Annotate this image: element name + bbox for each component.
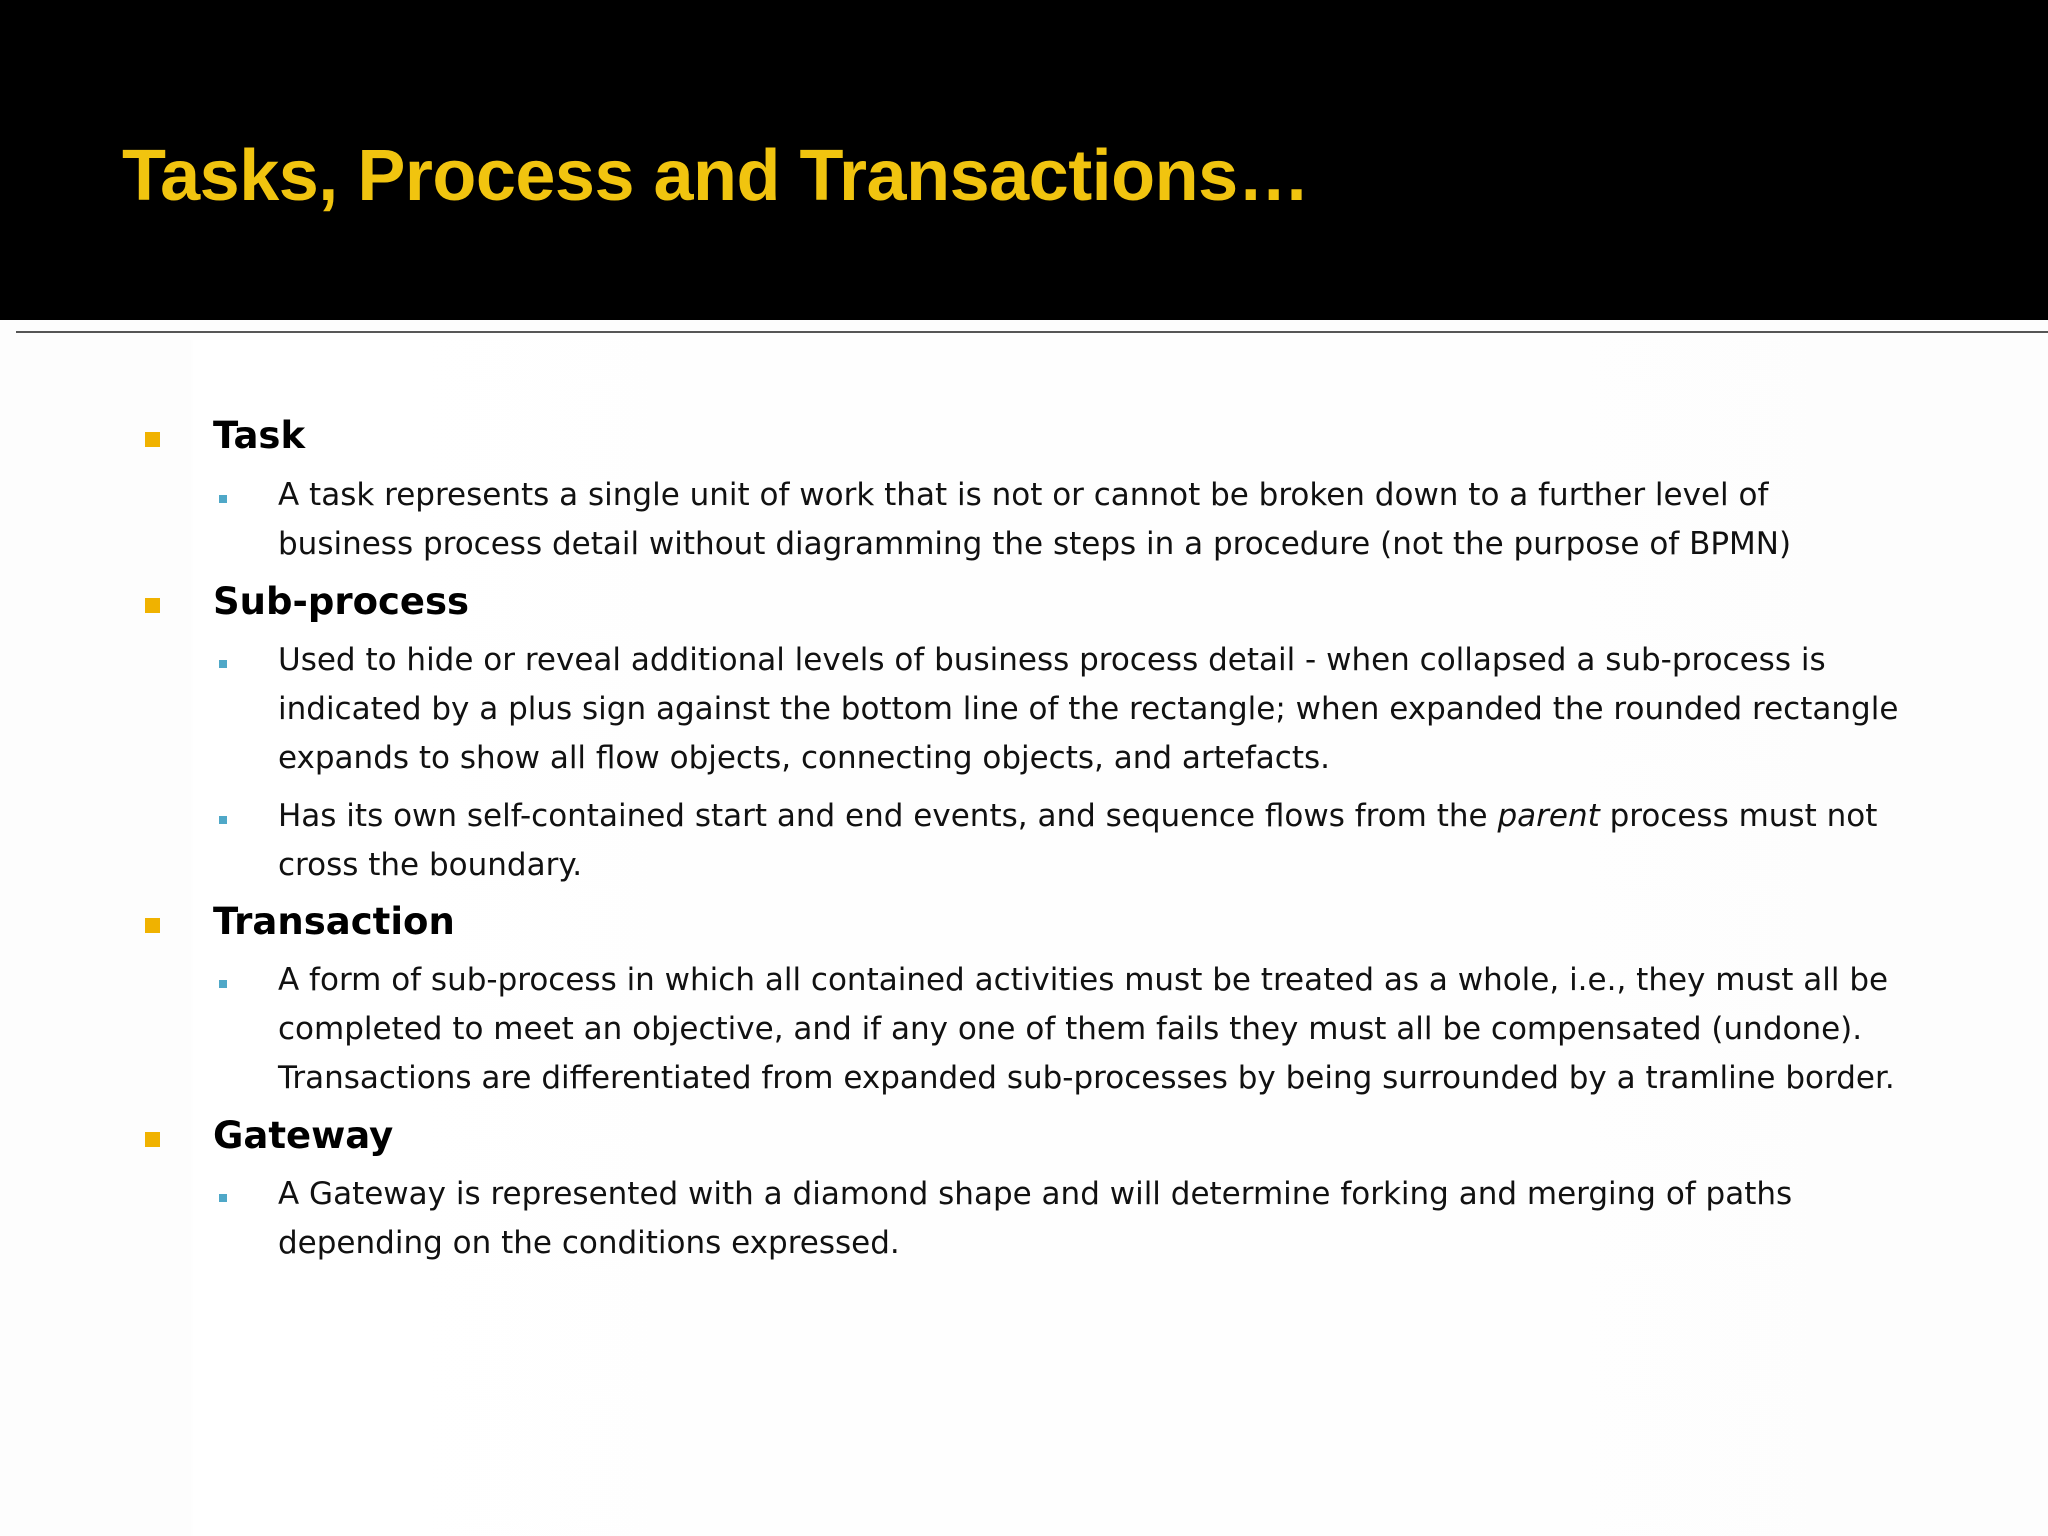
heading-sub-process: Sub-process — [213, 580, 470, 623]
slide-body — [0, 340, 2048, 1536]
text-line: A form of sub-process in which all contained activities must be treated as a whole, i.e., they must all be — [278, 962, 1889, 998]
sub-bullet-square-icon — [219, 816, 227, 824]
text-line: expands to show all flow objects, connecting objects, and artefacts. — [278, 740, 1331, 776]
text-line: business process detail without diagramming the steps in a procedure (not the purpose of BPMN) — [278, 526, 1792, 562]
slide-header — [0, 0, 2048, 320]
text-line: Used to hide or reveal additional levels of business process detail - when collapsed a sub-process is — [278, 642, 1826, 678]
bullet-square-icon — [145, 1132, 160, 1147]
text-line: indicated by a plus sign against the bottom line of the rectangle; when expanded the rounded rectangle — [278, 691, 1899, 727]
transaction-definition-text — [278, 956, 1938, 1103]
header-divider — [16, 331, 2048, 333]
heading-gateway: Gateway — [213, 1114, 394, 1157]
bullet-square-icon — [145, 432, 160, 447]
text-line: depending on the conditions expressed. — [278, 1225, 900, 1261]
text-line: completed to meet an objective, and if any one of them fails they must all be compensated (undone). — [278, 1011, 1863, 1047]
text-line: Transactions are differentiated from expanded sub-processes by being surrounded by a tramline border. — [278, 1060, 1895, 1096]
text-run: Has its own self-contained start and end events, and sequence flows from the — [278, 798, 1498, 834]
text-line: A task represents a single unit of work that is not or cannot be broken down to a further level of — [278, 477, 1769, 513]
text-run: process must not — [1599, 798, 1878, 834]
text-line: cross the boundary. — [278, 847, 583, 883]
heading-task: Task — [213, 414, 306, 457]
sub-process-definition-text — [278, 636, 1938, 783]
text-line: A Gateway is represented with a diamond shape and will determine forking and merging of paths — [278, 1176, 1793, 1212]
text-line — [278, 792, 1938, 841]
sub-process-events-text — [278, 792, 1938, 890]
heading-transaction: Transaction — [213, 900, 455, 943]
sub-bullet-square-icon — [219, 1194, 227, 1202]
sub-bullet-square-icon — [219, 495, 227, 503]
slide-title: Tasks, Process and Transactions… — [122, 136, 1310, 216]
bullet-square-icon — [145, 598, 160, 613]
sub-bullet-square-icon — [219, 980, 227, 988]
task-definition-text — [278, 471, 1938, 569]
gateway-definition-text — [278, 1170, 1938, 1268]
sub-bullet-square-icon — [219, 660, 227, 668]
bullet-square-icon — [145, 918, 160, 933]
emphasis-parent: parent — [1497, 798, 1600, 834]
